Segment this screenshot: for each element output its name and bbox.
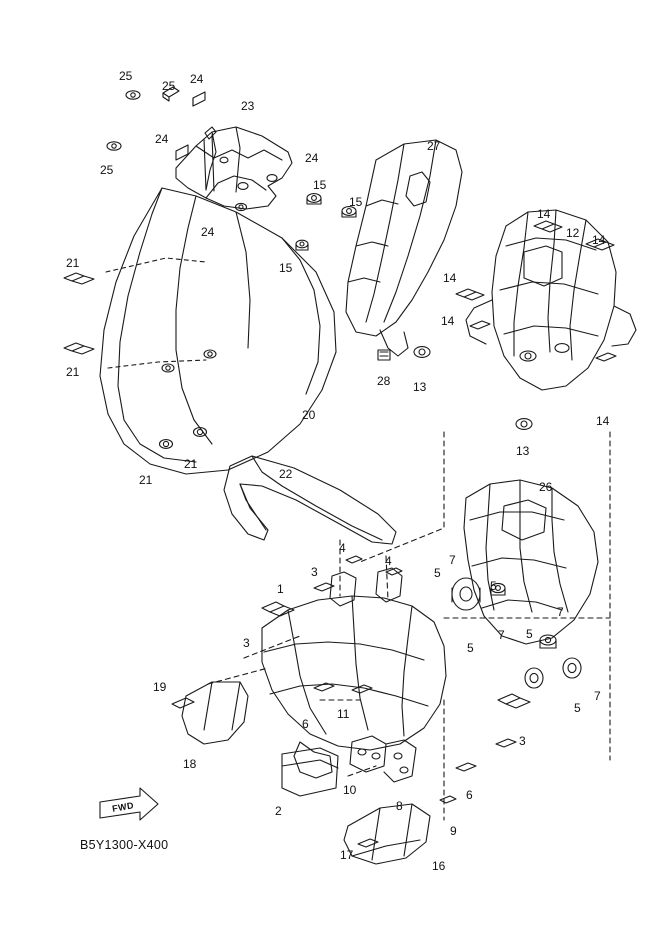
callout-26: 26: [539, 480, 553, 494]
callout-15: 15: [349, 195, 363, 209]
callout-15: 15: [279, 261, 293, 275]
callout-11: 11: [337, 707, 350, 721]
callout-19: 19: [153, 680, 167, 694]
callout-7: 7: [498, 628, 505, 642]
callout-7: 7: [557, 605, 564, 619]
callout-21: 21: [66, 256, 80, 270]
callout-4: 4: [339, 541, 346, 555]
callout-3: 3: [243, 636, 250, 650]
callout-14: 14: [596, 414, 610, 428]
callout-14: 14: [592, 233, 606, 247]
callout-7: 7: [594, 689, 601, 703]
callout-7: 7: [449, 553, 456, 567]
callout-6: 6: [302, 717, 309, 731]
callout-5: 5: [574, 701, 581, 715]
callout-22: 22: [279, 467, 293, 481]
callout-18: 18: [183, 757, 197, 771]
callout-9: 9: [450, 824, 457, 838]
callout-5: 5: [490, 579, 497, 593]
callout-21: 21: [66, 365, 80, 379]
callout-12: 12: [566, 226, 580, 240]
callout-24: 24: [201, 225, 215, 239]
callout-25: 25: [162, 79, 176, 93]
callout-1: 1: [277, 582, 284, 596]
callout-25: 25: [100, 163, 114, 177]
callout-27: 27: [427, 139, 441, 153]
callout-16: 16: [432, 859, 446, 873]
callout-14: 14: [443, 271, 457, 285]
callout-5: 5: [467, 641, 474, 655]
callout-25: 25: [119, 69, 133, 83]
callout-8: 8: [396, 799, 403, 813]
forward-direction-label: FWD: [111, 800, 135, 814]
callout-5: 5: [434, 566, 441, 580]
callout-24: 24: [155, 132, 169, 146]
callout-13: 13: [413, 380, 427, 394]
callout-5: 5: [526, 627, 533, 641]
callout-15: 15: [313, 178, 327, 192]
callout-21: 21: [139, 473, 153, 487]
callout-4: 4: [385, 554, 392, 568]
diagram-part-code: B5Y1300-X400: [80, 838, 169, 852]
callout-13: 13: [516, 444, 530, 458]
callout-6: 6: [466, 788, 473, 802]
callout-3: 3: [519, 734, 526, 748]
callout-17: 17: [340, 848, 354, 862]
callout-20: 20: [302, 408, 316, 422]
callout-28: 28: [377, 374, 391, 388]
callout-21: 21: [184, 457, 198, 471]
callout-23: 23: [241, 99, 255, 113]
callout-10: 10: [343, 783, 357, 797]
callout-2: 2: [275, 804, 282, 818]
callout-14: 14: [537, 207, 551, 221]
callout-3: 3: [311, 565, 318, 579]
callout-24: 24: [305, 151, 319, 165]
callout-14: 14: [441, 314, 455, 328]
callout-24: 24: [190, 72, 204, 86]
